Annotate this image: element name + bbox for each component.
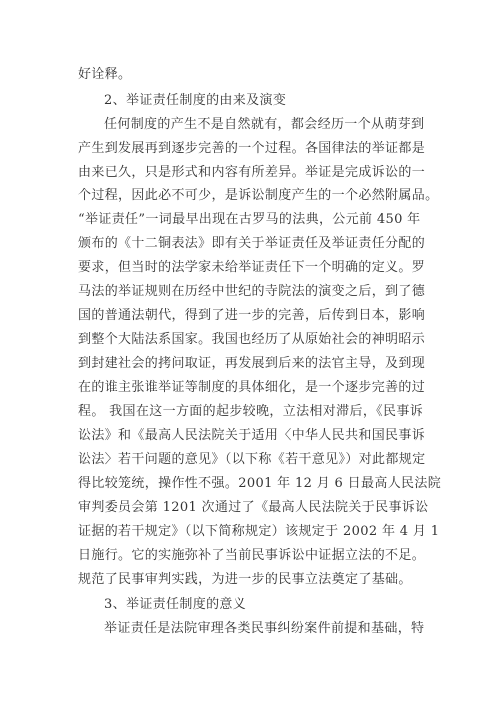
text-line: 马法的举证规则在历经中世纪的寺院法的演变之后，到了德 (78, 284, 426, 299)
text-line: 到封建社会的拷问取证，再发展到后来的法官主导，及到现 (78, 356, 426, 371)
text-line: 颁布的《十二铜表法》即有关于举证责任及举证责任分配的 (78, 236, 426, 251)
text-line: 证据的若干规定》（以下简称规定）该规定于 2002 年 4 月 1 (78, 524, 440, 539)
text-line: 得比较笼统，操作性不强。2001 年 12 月 6 日最高人民法院 (78, 476, 442, 491)
text-line: 规范了民事审判实践，为进一步的民事立法奠定了基础。 (78, 572, 412, 587)
text-line: 产生到发展再到逐步完善的一个过程。各国律法的举证都是 (78, 141, 426, 156)
text-line: 日施行。它的实施弥补了当前民事诉讼中证据立法的不足。 (78, 548, 426, 563)
text-line: 在的谁主张谁举证等制度的具体细化，是一个逐步完善的过 (78, 380, 426, 395)
text-line: 由来已久，只是形式和内容有所差异。举证是完成诉讼的一 (78, 165, 426, 180)
section-heading: 2、举证责任制度的由来及演变 (104, 93, 287, 108)
section-heading: 3、举证责任制度的意义 (104, 597, 247, 612)
text-line: 讼法》和《最高人民法院关于适用〈中华人民共和国民事诉 (78, 428, 426, 443)
text-line: 好诠释。 (78, 67, 132, 82)
text-line: 讼法〉若干问题的意见》（以下称《若干意见》）对此都规定 (78, 452, 426, 467)
text-line: 要求，但当时的法学家未给举证责任下一个明确的定义。罗 (78, 260, 426, 275)
text-line: 国的普通法朝代，得到了进一步的完善，后传到日本，影响 (78, 308, 426, 323)
text-line: 程。 我国在这一方面的起步较晚，立法相对滞后，《民事诉 (78, 404, 424, 419)
text-line: 到整个大陆法系国家。我国也经历了从原始社会的神明昭示 (78, 332, 426, 347)
paragraph-first-line: 任何制度的产生不是自然就有，都会经历一个从萌芽到 (104, 117, 425, 132)
paragraph-first-line: 举证责任是法院审理各类民事纠纷案件前提和基础，特 (104, 621, 425, 636)
text-line: “举证责任”一词最早出现在古罗马的法典，公元前 450 年 (78, 212, 421, 227)
text-line: 审判委员会第 1201 次通过了《最高人民法院关于民事诉讼 (78, 500, 429, 515)
text-line: 个过程，因此必不可少，是诉讼制度产生的一个必然附属品。 (78, 188, 439, 203)
